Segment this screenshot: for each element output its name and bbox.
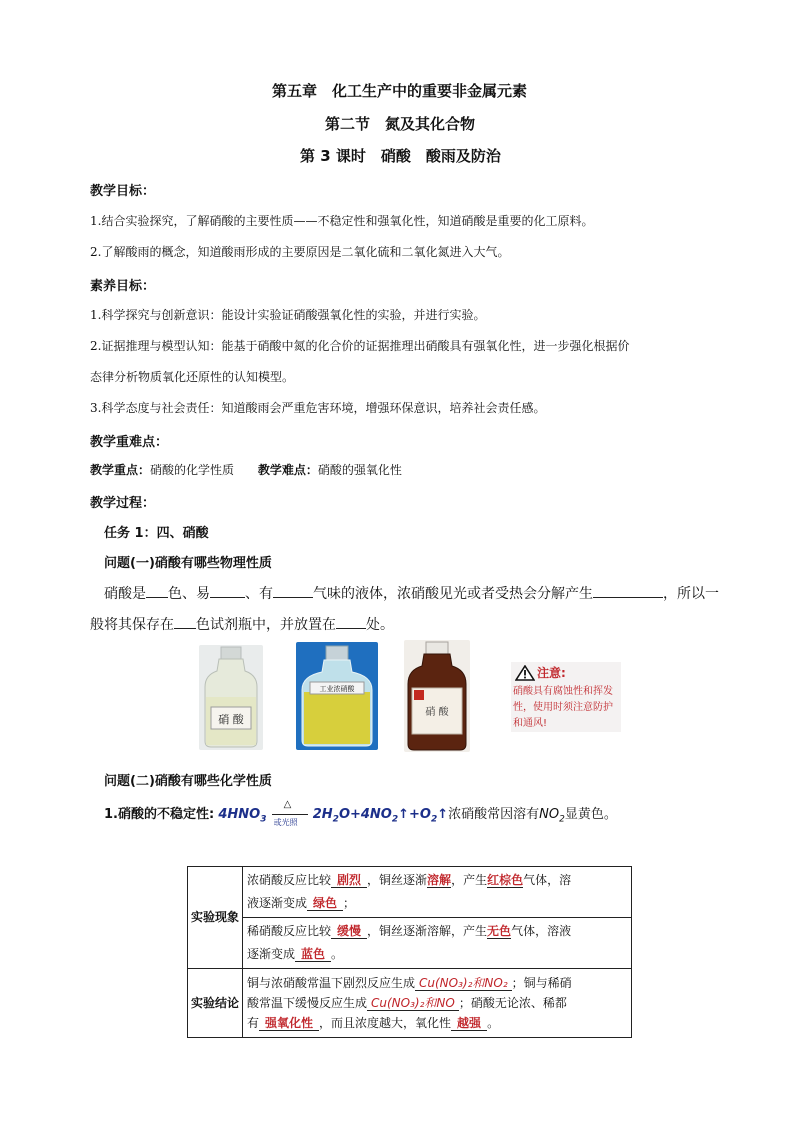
- cell-text: 浓硝酸反应比较: [247, 873, 332, 887]
- answer-blank: 越强: [451, 1016, 487, 1031]
- focus-text: 硝酸的化学性质: [150, 463, 235, 477]
- difficulty-text: 硝酸的强氧化性: [317, 463, 402, 477]
- answer-blank: 蓝色: [295, 947, 331, 962]
- literacy-item-2a: 2.证据推理与模型认知：能基于硝酸中氮的化合价的证据推理出硝酸具有强氧化性，进一步强化根据价: [90, 339, 630, 353]
- goals-heading: 教学目标：: [90, 184, 156, 199]
- instability-label: 1.硝酸的不稳定性:: [104, 807, 215, 822]
- blank-product[interactable]: [593, 583, 663, 598]
- brown-bottle-photo: [404, 640, 470, 752]
- answer-blank: Cu(NO₃)₂和NO: [367, 996, 459, 1011]
- cell-text: 逐渐变成: [247, 947, 296, 961]
- bottle2-label: 工业浓硝酸: [319, 685, 355, 693]
- cell-text: 有: [247, 1016, 260, 1030]
- equation-reactant: [218, 807, 267, 825]
- fill-line-2: [90, 614, 394, 634]
- warning-title: 注意:: [537, 666, 566, 680]
- goal-item-1: 1.结合实验探究，了解硝酸的主要性质——不稳定性和强氧化性，知道硝酸是重要的化工原料。: [90, 214, 594, 228]
- reactant-sub: 3: [260, 814, 267, 825]
- fill-text: ，所以一: [663, 586, 719, 602]
- focus-label: 教学重点：: [90, 463, 151, 477]
- bottle3-label: 硝 酸: [425, 707, 449, 718]
- experiment-table: [187, 866, 632, 1038]
- answer-blank: 绿色: [307, 896, 343, 911]
- cell-text: 气体，溶液: [511, 924, 572, 938]
- clear-bottle-photo: [199, 645, 263, 750]
- light-condition: 或光照: [273, 817, 298, 827]
- warning-triangle-icon: [515, 665, 535, 681]
- cell-text: ；铜与稀硝: [511, 976, 572, 990]
- conclusion-cell: [243, 969, 632, 1038]
- product-text: +O: [409, 807, 431, 822]
- fill-text: 色试剂瓶中，并放置在: [196, 617, 336, 633]
- process-heading: 教学过程：: [90, 496, 156, 511]
- phenomenon-label: 实验现象: [188, 867, 243, 969]
- cell-text: ；硝酸无论浓、稀都: [458, 996, 567, 1010]
- cell-text: 液逐渐变成: [247, 896, 308, 910]
- cell-text: ；: [343, 896, 356, 910]
- gas-arrow: ↑: [437, 807, 449, 822]
- table-row: [188, 918, 632, 969]
- blank-color[interactable]: [146, 583, 168, 598]
- fill-text: 硝酸是: [104, 586, 146, 602]
- cell-text: 铜与浓硝酸常温下剧烈反应生成: [247, 976, 416, 990]
- table-row: [188, 867, 632, 918]
- fill-text: 色、易: [168, 586, 210, 602]
- fill-line-1: [104, 583, 719, 603]
- dilute-phenomenon: [243, 918, 632, 969]
- answer-blank: 无色: [487, 924, 512, 938]
- answer-blank: 溶解: [427, 873, 452, 887]
- task-heading: 任务 1：四、硝酸: [104, 526, 209, 541]
- blank-storage-place[interactable]: [336, 614, 366, 629]
- gas-arrow: ↑: [398, 807, 410, 822]
- instability-note: 浓硝酸常因溶有: [448, 807, 540, 822]
- warning-text: 硝酸具有腐蚀性和挥发性，使用时须注意防护和通风!: [513, 686, 613, 729]
- instability-note: 显黄色。: [564, 807, 617, 822]
- fill-text: 般将其保存在: [90, 617, 174, 633]
- question-1: 问题(一)硝酸有哪些物理性质: [104, 556, 272, 571]
- blank-bottle-color[interactable]: [174, 614, 196, 629]
- reaction-condition: [271, 798, 309, 827]
- difficulty-label: 教学难点：: [257, 463, 318, 477]
- equals-arrow: [272, 814, 308, 815]
- lesson-title: 第 3 课时 硝酸 酸雨及防治: [300, 147, 501, 165]
- goal-item-2: 2.了解酸雨的概念，知道酸雨形成的主要原因是二氧化硫和二氧化氮进入大气。: [90, 245, 510, 259]
- question-2: 问题(二)硝酸有哪些化学性质: [104, 774, 272, 789]
- heat-symbol: △: [283, 798, 292, 810]
- cell-text: 稀硝酸反应比较: [247, 924, 332, 938]
- warning-box: [511, 662, 621, 732]
- blank-volatile[interactable]: [210, 583, 245, 598]
- product-text: O+4NO: [338, 807, 392, 822]
- literacy-item-1: 1.科学探究与创新意识：能设计实验证硝酸强氧化性的实验，并进行实验。: [90, 308, 486, 322]
- answer-blank: 剧烈: [331, 873, 367, 888]
- cell-text: 酸常温下缓慢反应生成: [247, 996, 368, 1010]
- fill-text: 、有: [245, 586, 273, 602]
- product-sub: 2: [391, 814, 399, 825]
- conclusion-label: 实验结论: [188, 969, 243, 1038]
- no2-formula: NO: [539, 807, 560, 822]
- instability-line: [104, 798, 617, 827]
- bottle1-label: 硝 酸: [218, 713, 244, 726]
- concentrated-phenomenon: [243, 867, 632, 918]
- table-row: [188, 969, 632, 1038]
- fill-text: 气味的液体，浓硝酸见光或者受热会分解产生: [313, 586, 593, 602]
- answer-blank: Cu(NO₃)₂和NO₂: [415, 976, 512, 991]
- literacy-item-3: 3.科学态度与社会责任：知道酸雨会严重危害环境，增强环保意识，培养社会责任感。: [90, 401, 546, 415]
- product-sub: 2: [430, 814, 438, 825]
- keypoints-line: [90, 461, 402, 478]
- chapter-title: 第五章 化工生产中的重要非金属元素: [272, 82, 528, 100]
- cell-text: ，而且浓度越大，氧化性: [319, 1016, 452, 1030]
- no2-sub: 2: [559, 814, 565, 825]
- reactant-text: 4HNO: [218, 807, 261, 822]
- answer-blank: 强氧化性: [259, 1016, 319, 1031]
- equation-products: [312, 807, 449, 825]
- product-sub: 2: [332, 814, 339, 825]
- cell-text: 。: [487, 1016, 500, 1030]
- fill-text: 处。: [366, 617, 394, 633]
- answer-blank: 缓慢: [331, 924, 367, 939]
- blank-smell[interactable]: [273, 583, 313, 598]
- industrial-acid-photo: [296, 642, 378, 750]
- keypoints-heading: 教学重难点：: [90, 435, 169, 450]
- cell-text: ，铜丝逐渐溶解，产生: [367, 924, 488, 938]
- literacy-item-2b: 态律分析物质氧化还原性的认知模型。: [90, 370, 295, 384]
- product-text: 2H: [312, 807, 333, 822]
- cell-text: 。: [331, 947, 344, 961]
- section-title: 第二节 氮及其化合物: [325, 115, 476, 133]
- cell-text: ，产生: [451, 873, 488, 887]
- cell-text: ，铜丝逐渐: [367, 873, 428, 887]
- literacy-heading: 素养目标：: [90, 279, 156, 294]
- cell-text: 气体，溶: [523, 873, 572, 887]
- answer-blank: 红棕色: [487, 873, 524, 887]
